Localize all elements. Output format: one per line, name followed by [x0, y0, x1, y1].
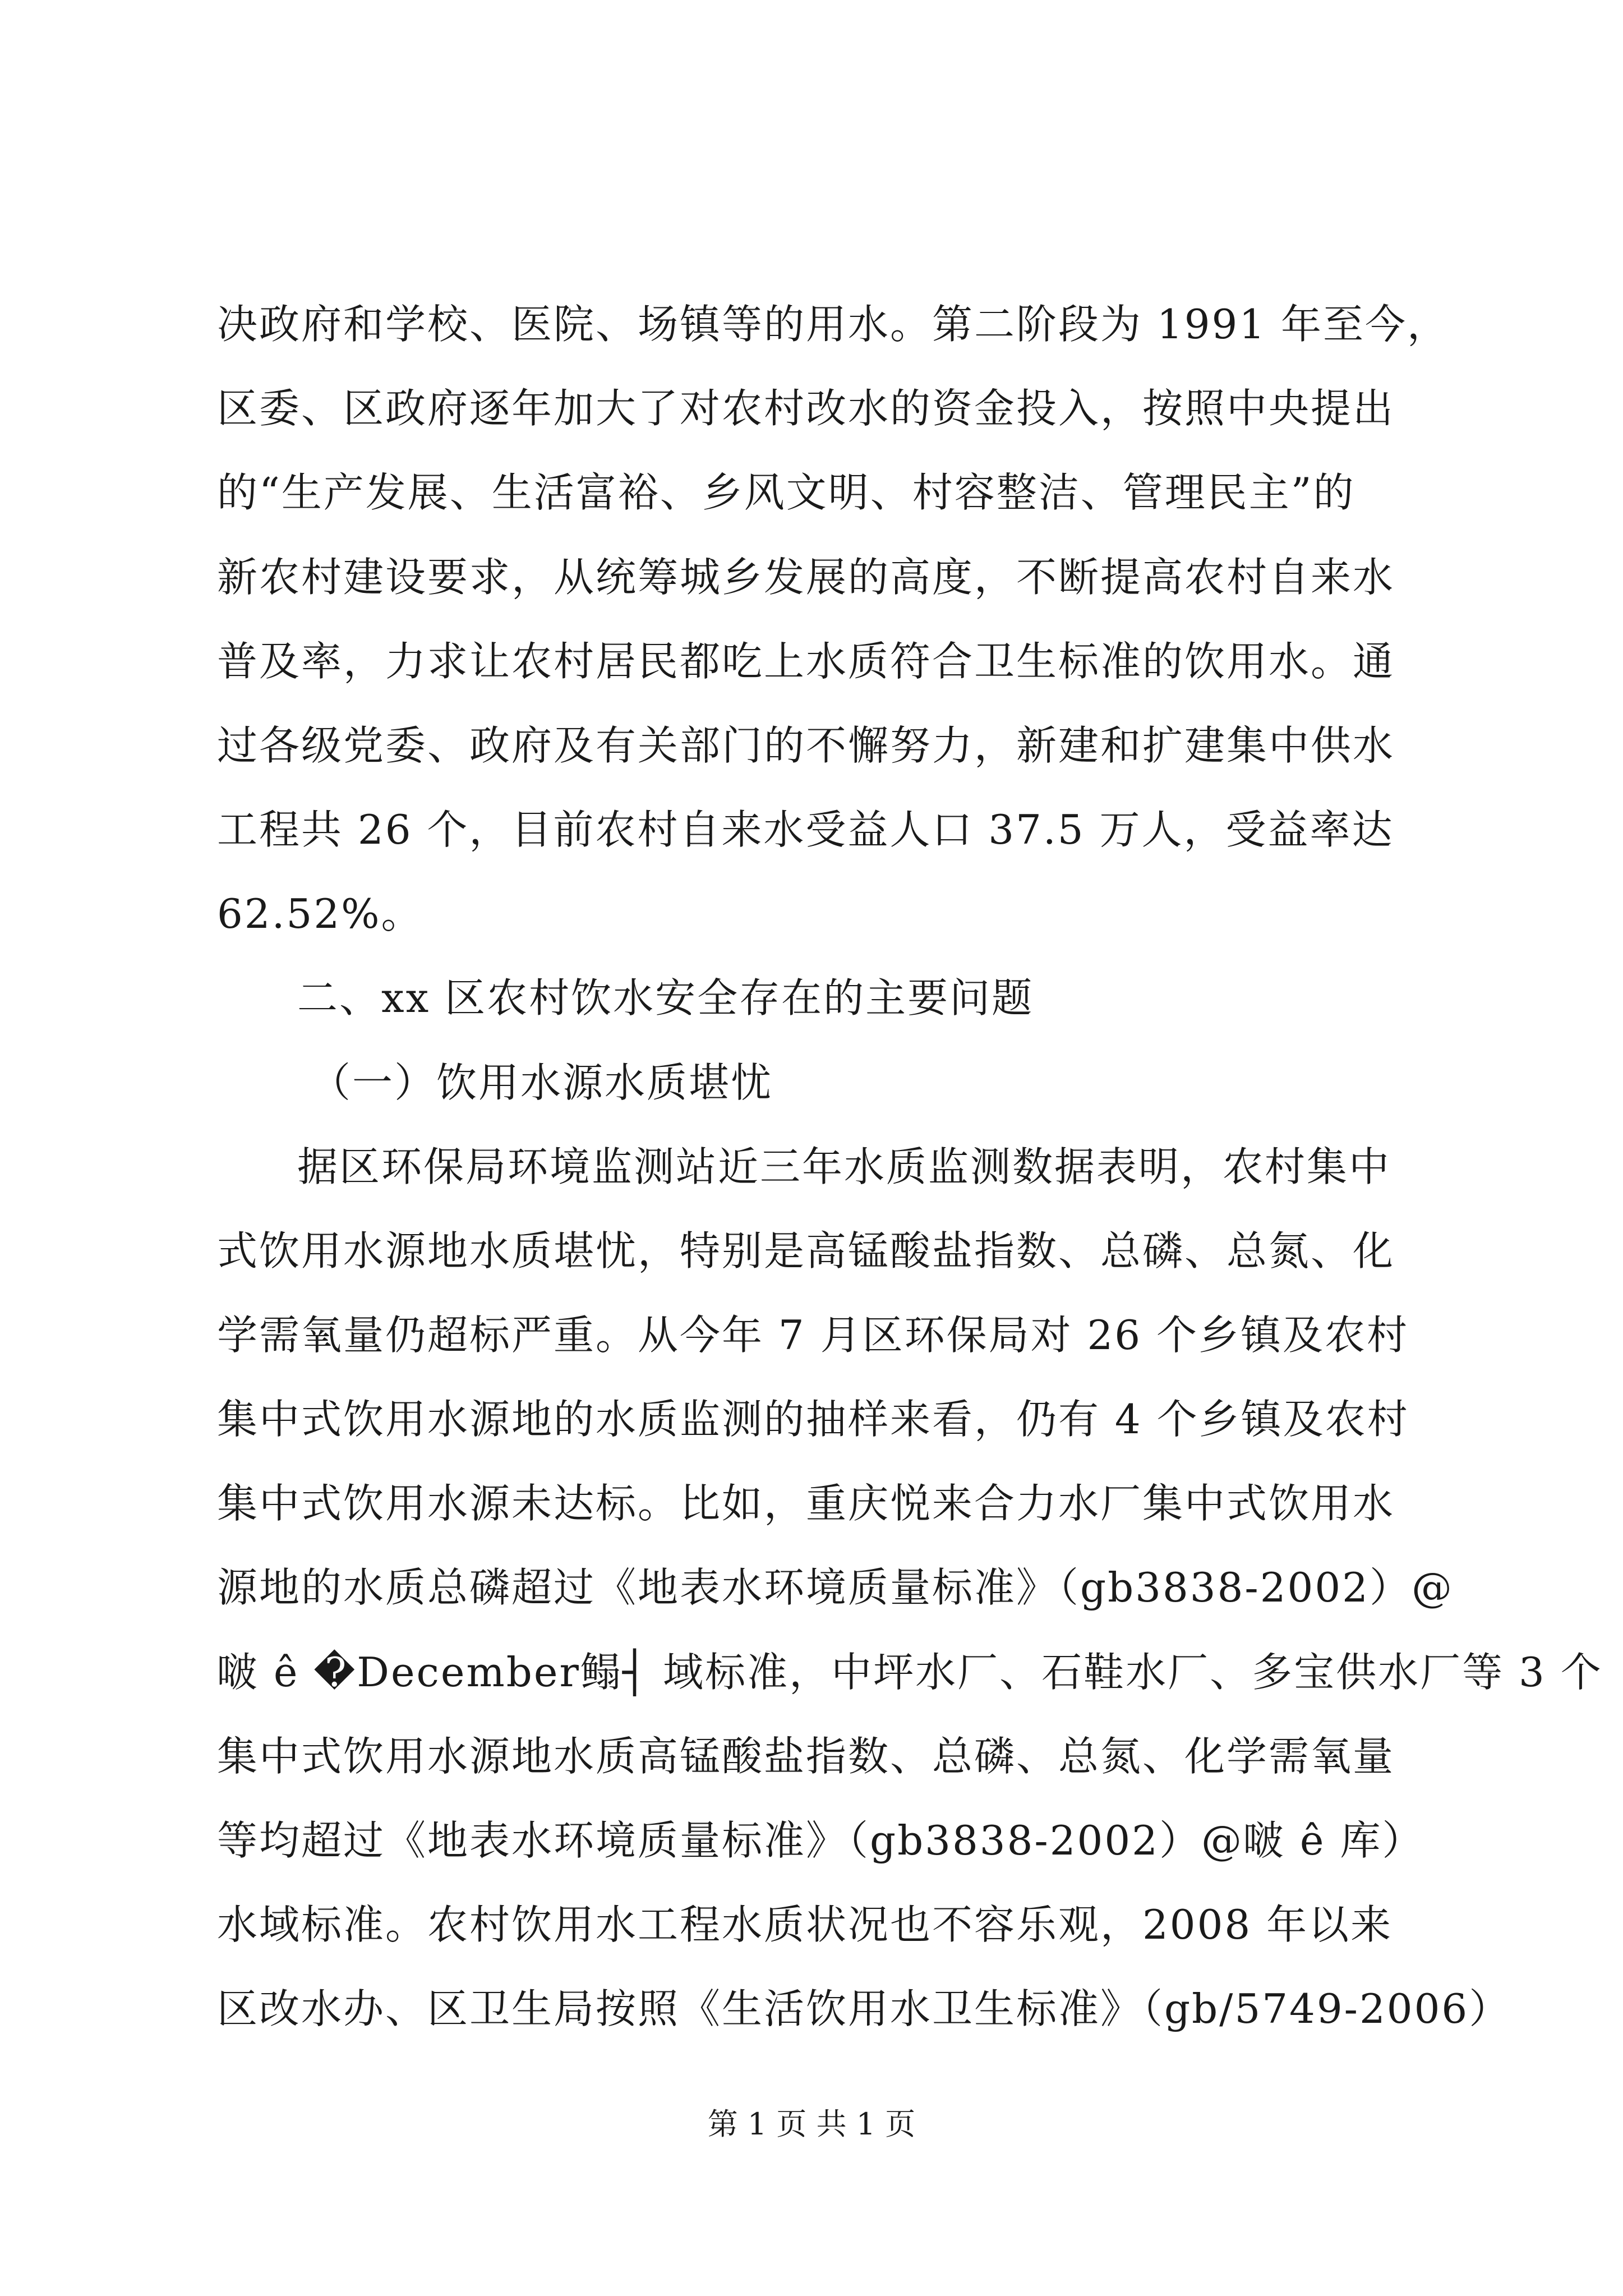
text-line: 62.52%。	[217, 890, 423, 937]
text-line: 区改水办、区卫生局按照《生活饮用水卫生标准》（gb/5749-2006）	[217, 1985, 1511, 2032]
text-line: 源地的水质总磷超过《地表水环境质量标准》（gb3838-2002）@	[217, 1564, 1454, 1611]
text-line: 式饮用水源地水质堪忧，特别是高锰酸盐指数、总磷、总氮、化	[217, 1227, 1395, 1274]
text-line: 决政府和学校、医院、场镇等的用水。第二阶段为 1991 年至今，	[217, 301, 1450, 348]
text-line: 的“生产发展、生活富裕、乡风文明、村容整洁、管理民主”的	[217, 469, 1355, 516]
text-line: 集中式饮用水源地水质高锰酸盐指数、总磷、总氮、化学需氧量	[217, 1733, 1395, 1780]
text-line: 区委、区政府逐年加大了对农村改水的资金投入，按照中央提出	[217, 385, 1395, 432]
text-line: 据区环保局环境监测站近三年水质监测数据表明，农村集中	[297, 1143, 1391, 1190]
subsection-heading: （一）饮用水源水质堪忧	[310, 1059, 773, 1106]
text-line: 啵 ê �December鳎┤ 域标准，中坪水厂、石鞋水厂、多宝供水厂等 3 个	[217, 1649, 1603, 1696]
text-line: 学需氧量仍超标严重。从今年 7 月区环保局对 26 个乡镇及农村	[217, 1312, 1409, 1359]
text-line: 普及率，力求让农村居民都吃上水质符合卫生标准的饮用水。通	[217, 638, 1395, 685]
page-footer: 第 1 页 共 1 页	[707, 2106, 916, 2142]
text-line: 新农村建设要求，从统筹城乡发展的高度，不断提高农村自来水	[217, 554, 1395, 601]
text-line: 等均超过《地表水环境质量标准》（gb3838-2002）@啵 ê 库）	[217, 1817, 1424, 1864]
text-line: 工程共 26 个，目前农村自来水受益人口 37.5 万人，受益率达	[217, 806, 1394, 853]
text-line: 水域标准。农村饮用水工程水质状况也不容乐观，2008 年以来	[217, 1901, 1393, 1948]
section-heading: 二、xx 区农村饮水安全存在的主要问题	[297, 974, 1034, 1022]
text-line: 集中式饮用水源未达标。比如，重庆悦来合力水厂集中式饮用水	[217, 1480, 1395, 1527]
text-line: 过各级党委、政府及有关部门的不懈努力，新建和扩建集中供水	[217, 722, 1395, 769]
text-line: 集中式饮用水源地的水质监测的抽样来看，仍有 4 个乡镇及农村	[217, 1396, 1409, 1443]
